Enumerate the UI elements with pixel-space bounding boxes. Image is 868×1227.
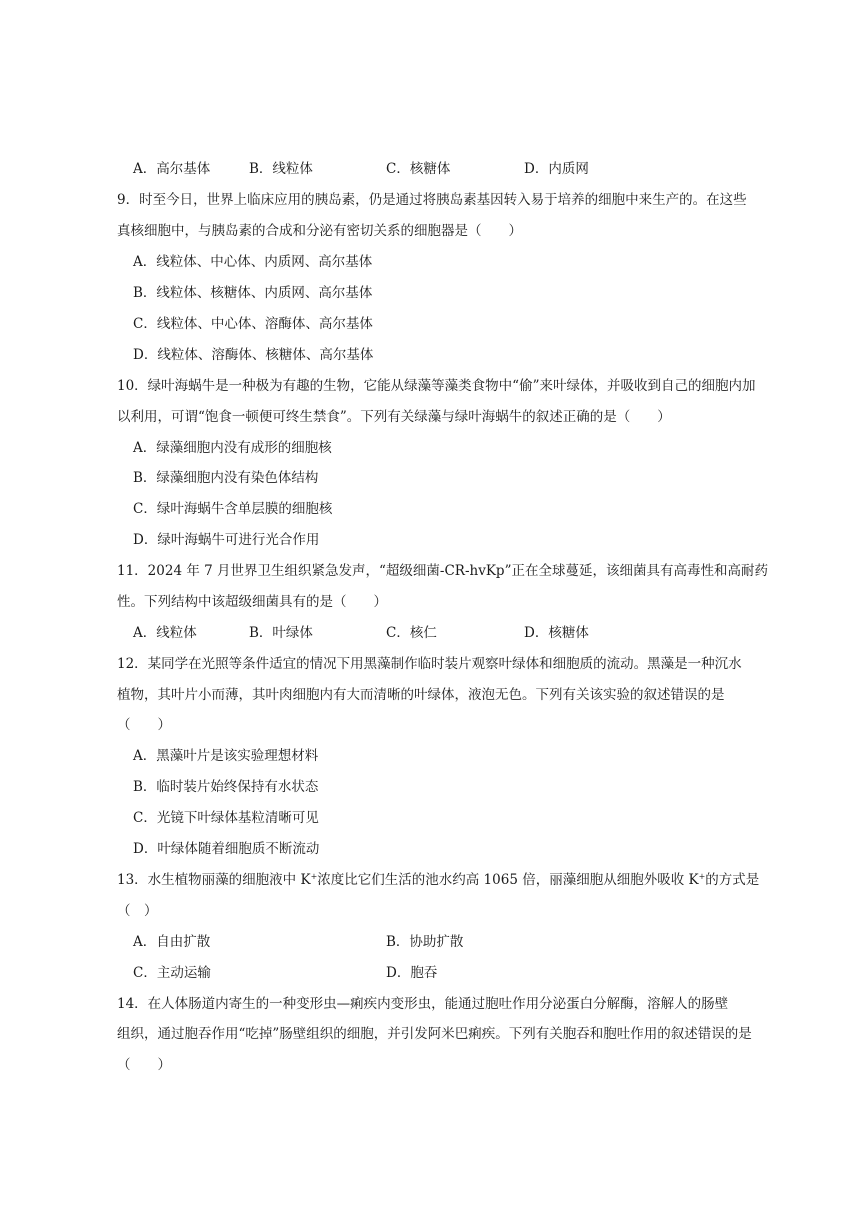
q13-option-c: C．主动运输	[133, 965, 211, 981]
q10-stem-line2: 以利用，可谓“饱食一顿便可终生禁食”。下列有关绿藻与绿叶海蜗牛的叙述正确的是（ ）	[117, 409, 671, 425]
q12-option-d: D．叶绿体随着细胞质不断流动	[133, 841, 320, 857]
q11-option-b: B．叶绿体	[249, 625, 313, 641]
q11-stem-line2: 性。下列结构中该超级细菌具有的是（ ）	[117, 594, 387, 610]
q8-option-c: C．核糖体	[386, 161, 451, 177]
q13-superscript-plus-2: +	[698, 872, 706, 881]
q10-option-a: A．绿藻细胞内没有成形的细胞核	[133, 440, 332, 456]
q12-option-b: B．临时装片始终保持有水状态	[133, 779, 319, 795]
q12-stem-line3: （ ）	[117, 717, 171, 733]
q13-option-b: B．协助扩散	[386, 934, 464, 950]
q13-stem-part1: 13．水生植物丽藻的细胞液中 K	[117, 872, 311, 888]
q12-option-c: C．光镜下叶绿体基粒清晰可见	[133, 810, 319, 826]
q10-option-c: C．绿叶海蜗牛含单层膜的细胞核	[133, 501, 333, 517]
q12-option-a: A．黑藻叶片是该实验理想材料	[133, 748, 319, 764]
q10-stem-line1: 10．绿叶海蜗牛是一种极为有趣的生物，它能从绿藻等藻类食物中“偷”来叶绿体，并吸收到自己的细胞内加	[117, 378, 756, 394]
q14-stem-line3: （ ）	[117, 1057, 171, 1073]
q11-option-d: D．核糖体	[524, 625, 589, 641]
q11-stem-line1: 11．2024 年 7 月世界卫生组织紧急发声，“超级细菌-CR-hvKp”正在全球蔓延，该细菌具有高毒性和高耐药	[117, 563, 768, 579]
q8-option-b: B．线粒体	[249, 161, 313, 177]
q12-stem-line1: 12．某同学在光照等条件适宜的情况下用黑藻制作临时装片观察叶绿体和细胞质的流动。黑藻是一种沉水	[117, 656, 742, 672]
q14-stem-line2: 组织，通过胞吞作用“吃掉”肠壁组织的细胞，并引发阿米巴痢疾。下列有关胞吞和胞吐作用的叙述错误的是	[117, 1026, 752, 1042]
q10-option-d: D．绿叶海蜗牛可进行光合作用	[133, 532, 320, 548]
q11-option-a: A．线粒体	[133, 625, 197, 641]
q9-stem-line2: 真核细胞中，与胰岛素的合成和分泌有密切关系的细胞器是（ ）	[117, 223, 522, 239]
q13-stem-line2: （ ）	[117, 903, 158, 919]
q12-stem-line2: 植物，其叶片小而薄，其叶肉细胞内有大而清晰的叶绿体，液泡无色。下列有关该实验的叙述错误的是	[117, 687, 725, 703]
q13-stem-part2: 浓度比它们生活的池水约高 1065 倍，丽藻细胞从细胞外吸收 K	[317, 872, 699, 888]
q9-option-d: D．线粒体、溶酶体、核糖体、高尔基体	[133, 347, 374, 363]
q8-option-d: D．内质网	[524, 161, 589, 177]
q13-option-d: D．胞吞	[386, 965, 438, 981]
q9-option-c: C．线粒体、中心体、溶酶体、高尔基体	[133, 316, 373, 332]
q10-option-b: B．绿藻细胞内没有染色体结构	[133, 470, 319, 486]
q13-option-a: A．自由扩散	[133, 934, 211, 950]
q11-option-c: C．核仁	[386, 625, 437, 641]
q14-stem-line1: 14．在人体肠道内寄生的一种变形虫—痢疾内变形虫，能通过胞吐作用分泌蛋白分解酶，溶解人的肠壁	[117, 996, 729, 1012]
q13-superscript-plus-1: +	[310, 872, 318, 881]
q9-stem-line1: 9．时至今日，世界上临床应用的胰岛素，仍是通过将胰岛素基因转入易于培养的细胞中来生产的。在这些	[117, 192, 747, 208]
q9-option-b: B．线粒体、核糖体、内质网、高尔基体	[133, 285, 373, 301]
q8-option-a: A．高尔基体	[133, 161, 211, 177]
q13-stem-part3: 的方式是	[705, 872, 760, 888]
q13-stem-line1	[117, 871, 759, 889]
q9-option-a: A．线粒体、中心体、内质网、高尔基体	[133, 254, 373, 270]
